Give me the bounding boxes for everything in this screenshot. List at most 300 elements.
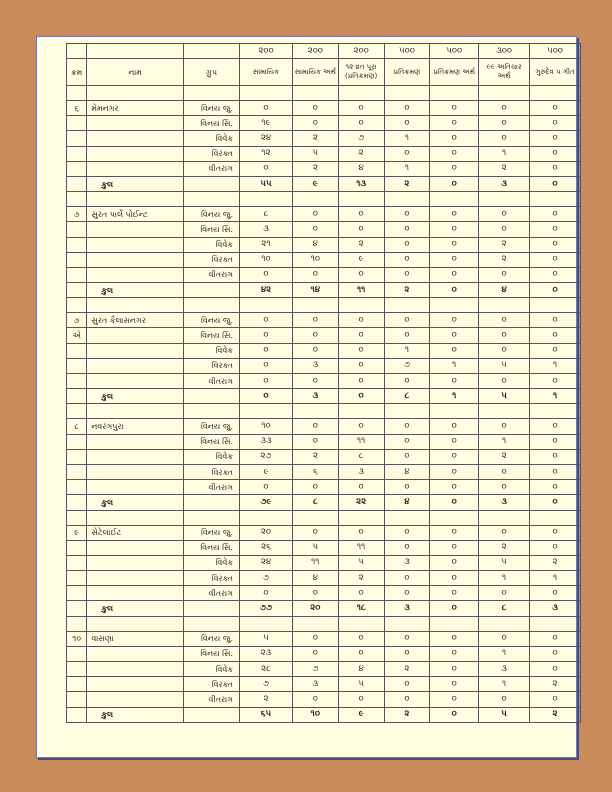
center-name: મેમનગર: [87, 101, 184, 116]
value-cell: ૦: [384, 146, 430, 161]
value-cell: ૦: [430, 146, 479, 161]
value-cell: ૦: [479, 101, 530, 116]
value-cell: ૦: [292, 631, 338, 646]
column-header: ગુરુદેવ ૫ ગીત: [530, 59, 581, 86]
total-value-cell: ૨: [384, 176, 430, 191]
value-cell: ૦: [240, 374, 293, 389]
value-cell: ૧: [384, 161, 430, 176]
points-row: [67, 44, 581, 59]
group-name: વિવેક: [184, 343, 240, 358]
center-name: નવરંગપુરા: [87, 419, 184, 434]
value-cell: ૦: [530, 480, 581, 495]
group-name: વિનય જુ.: [184, 207, 240, 222]
value-cell: ૦: [530, 252, 581, 267]
value-cell: ૨: [240, 692, 293, 707]
value-cell: ૦: [530, 267, 581, 282]
group-name: વિનય સિ.: [184, 222, 240, 237]
table-row: [67, 586, 581, 601]
value-cell: ૦: [338, 328, 384, 343]
value-cell: ૦: [384, 434, 430, 449]
value-cell: ૦: [479, 480, 530, 495]
value-cell: ૩: [292, 677, 338, 692]
column-header: ૧૨ વ્રત પૂરા (પ્રતિક્રમણ): [338, 59, 384, 86]
value-cell: ૨: [479, 161, 530, 176]
total-row: [67, 495, 581, 510]
total-value-cell: ૪: [479, 283, 530, 298]
value-cell: ૮: [338, 449, 384, 464]
table-row: [67, 101, 581, 116]
total-value-cell: ૦: [530, 283, 581, 298]
total-value-cell: ૧: [530, 389, 581, 404]
total-value-cell: ૪: [384, 495, 430, 510]
table-row: [67, 646, 581, 661]
group-name: વિનય જુ.: [184, 525, 240, 540]
value-cell: ૦: [530, 631, 581, 646]
value-cell: ૧૦: [240, 419, 293, 434]
value-cell: ૨: [338, 146, 384, 161]
value-cell: ૪: [338, 161, 384, 176]
value-cell: ૦: [240, 328, 293, 343]
group-name: વિનય સિ.: [184, 540, 240, 555]
value-cell: ૧૧: [292, 555, 338, 570]
total-value-cell: ૩: [292, 389, 338, 404]
value-cell: ૬: [292, 464, 338, 479]
value-cell: ૦: [292, 419, 338, 434]
value-cell: ૦: [479, 328, 530, 343]
total-value-cell: ૯: [338, 707, 384, 722]
value-cell: ૦: [430, 480, 479, 495]
total-value-cell: ૩: [530, 601, 581, 616]
value-cell: ૦: [240, 161, 293, 176]
total-value-cell: ૦: [430, 707, 479, 722]
value-cell: ૦: [430, 131, 479, 146]
value-cell: ૦: [338, 343, 384, 358]
table-body: [67, 86, 581, 723]
points-cell: ૫૦૦: [430, 44, 479, 59]
total-value-cell: ૨૨: [338, 495, 384, 510]
table-row: [67, 328, 581, 343]
table-row: [67, 207, 581, 222]
total-value-cell: ૦: [530, 176, 581, 191]
column-header-index: ક્રમ: [67, 59, 87, 86]
value-cell: ૦: [430, 343, 479, 358]
value-cell: ૦: [292, 646, 338, 661]
total-value-cell: ૨: [384, 707, 430, 722]
total-row: [67, 283, 581, 298]
value-cell: ૦: [430, 555, 479, 570]
value-cell: ૫: [338, 677, 384, 692]
group-name: વીતરાગ: [184, 161, 240, 176]
value-cell: ૩: [384, 555, 430, 570]
value-cell: ૨૮: [240, 662, 293, 677]
value-cell: ૦: [384, 692, 430, 707]
value-cell: ૫: [338, 555, 384, 570]
table-row: [67, 434, 581, 449]
value-cell: ૦: [384, 116, 430, 131]
value-cell: ૦: [384, 677, 430, 692]
group-name: વીતરાગ: [184, 692, 240, 707]
points-cell: ૫૦૦: [384, 44, 430, 59]
value-cell: ૦: [430, 252, 479, 267]
value-cell: ૦: [384, 449, 430, 464]
value-cell: ૦: [338, 631, 384, 646]
table-row: [67, 662, 581, 677]
total-value-cell: ૯: [292, 176, 338, 191]
value-cell: ૨: [292, 161, 338, 176]
total-value-cell: ૦: [430, 283, 479, 298]
value-cell: ૯: [338, 252, 384, 267]
points-cell: ૨૦૦: [292, 44, 338, 59]
total-value-cell: ૧૪: [292, 283, 338, 298]
value-cell: ૦: [384, 646, 430, 661]
total-value-cell: ૩: [479, 495, 530, 510]
value-cell: ૦: [338, 358, 384, 373]
value-cell: ૦: [338, 692, 384, 707]
value-cell: ૦: [338, 313, 384, 328]
value-cell: ૦: [240, 480, 293, 495]
value-cell: ૧૦: [292, 252, 338, 267]
total-value-cell: ૩: [384, 601, 430, 616]
value-cell: ૦: [338, 419, 384, 434]
row-index: ૭: [67, 207, 87, 222]
group-name: વિરક્ત: [184, 464, 240, 479]
value-cell: ૦: [530, 313, 581, 328]
value-cell: ૧: [479, 434, 530, 449]
value-cell: ૦: [430, 586, 479, 601]
value-cell: ૦: [530, 586, 581, 601]
value-cell: ૨૬: [240, 540, 293, 555]
table-row: [67, 131, 581, 146]
spacer-row: [67, 86, 581, 101]
value-cell: ૦: [384, 252, 430, 267]
table-row: [67, 252, 581, 267]
center-name: સુરત કૈલાસનગર: [87, 313, 184, 328]
total-value-cell: ૨: [530, 707, 581, 722]
value-cell: ૩: [338, 464, 384, 479]
table-row: [67, 313, 581, 328]
value-cell: ૦: [430, 116, 479, 131]
value-cell: ૨૭: [240, 449, 293, 464]
value-cell: ૪: [384, 464, 430, 479]
value-cell: ૦: [530, 449, 581, 464]
group-name: વીતરાગ: [184, 374, 240, 389]
value-cell: ૦: [384, 525, 430, 540]
value-cell: ૦: [292, 434, 338, 449]
table-row: [67, 374, 581, 389]
group-name: વિવેક: [184, 662, 240, 677]
value-cell: ૦: [292, 207, 338, 222]
value-cell: ૦: [430, 237, 479, 252]
value-cell: ૧: [530, 571, 581, 586]
total-value-cell: ૧૮: [338, 601, 384, 616]
value-cell: ૧: [479, 677, 530, 692]
column-header-group: ગ્રુપ: [184, 59, 240, 86]
value-cell: ૦: [292, 101, 338, 116]
total-value-cell: ૧૦: [292, 707, 338, 722]
total-label: કુલ: [87, 495, 184, 510]
value-cell: ૦: [338, 586, 384, 601]
value-cell: ૫: [479, 555, 530, 570]
value-cell: ૦: [530, 692, 581, 707]
value-cell: ૧: [530, 358, 581, 373]
value-cell: ૨૪: [240, 131, 293, 146]
spacer-row: [67, 298, 581, 313]
total-value-cell: ૦: [240, 389, 293, 404]
value-cell: ૦: [292, 116, 338, 131]
value-cell: ૦: [479, 222, 530, 237]
value-cell: ૦: [240, 101, 293, 116]
total-row: [67, 176, 581, 191]
value-cell: ૨૩: [240, 646, 293, 661]
total-value-cell: ૮: [384, 389, 430, 404]
value-cell: ૦: [479, 419, 530, 434]
value-cell: ૨: [530, 555, 581, 570]
table-row: [67, 480, 581, 495]
total-value-cell: ૮: [292, 495, 338, 510]
total-value-cell: ૦: [338, 389, 384, 404]
table-row: [67, 419, 581, 434]
total-value-cell: ૫: [479, 389, 530, 404]
total-row: [67, 601, 581, 616]
value-cell: ૪: [338, 662, 384, 677]
value-cell: ૦: [430, 222, 479, 237]
value-cell: ૦: [384, 222, 430, 237]
value-cell: ૦: [338, 374, 384, 389]
value-cell: ૦: [384, 101, 430, 116]
value-cell: ૦: [430, 267, 479, 282]
group-name: વિનય સિ.: [184, 116, 240, 131]
group-name: વિરક્ત: [184, 677, 240, 692]
value-cell: ૦: [384, 374, 430, 389]
row-index: ૯: [67, 525, 87, 540]
total-label: કુલ: [87, 707, 184, 722]
total-value-cell: ૦: [430, 495, 479, 510]
total-value-cell: ૪૨: [240, 283, 293, 298]
total-row: [67, 389, 581, 404]
total-value-cell: ૭૭: [240, 601, 293, 616]
value-cell: ૩: [479, 662, 530, 677]
value-cell: ૨૦: [240, 525, 293, 540]
total-value-cell: ૩: [479, 176, 530, 191]
value-cell: ૦: [530, 343, 581, 358]
row-index: એ: [67, 328, 87, 343]
group-name: વિરક્ત: [184, 146, 240, 161]
value-cell: ૦: [384, 328, 430, 343]
points-cell: ૨૦૦: [240, 44, 293, 59]
value-cell: ૦: [384, 480, 430, 495]
table-row: [67, 555, 581, 570]
total-value-cell: ૭૯: [240, 495, 293, 510]
value-cell: ૦: [479, 131, 530, 146]
value-cell: ૦: [430, 464, 479, 479]
column-header: પ્રતિક્રમણ: [384, 59, 430, 86]
group-name: વિવેક: [184, 555, 240, 570]
value-cell: ૦: [479, 464, 530, 479]
value-cell: ૦: [530, 540, 581, 555]
total-value-cell: ૫: [479, 707, 530, 722]
value-cell: ૧: [384, 343, 430, 358]
total-label: કુલ: [87, 283, 184, 298]
value-cell: ૦: [240, 343, 293, 358]
value-cell: ૦: [292, 374, 338, 389]
total-label: કુલ: [87, 389, 184, 404]
value-cell: ૦: [338, 480, 384, 495]
results-table: [66, 43, 581, 723]
table-row: [67, 449, 581, 464]
value-cell: ૦: [338, 646, 384, 661]
value-cell: ૦: [292, 267, 338, 282]
value-cell: ૦: [530, 419, 581, 434]
table-row: [67, 161, 581, 176]
value-cell: ૦: [338, 207, 384, 222]
center-name: સેટેલાઈટ: [87, 525, 184, 540]
value-cell: ૦: [479, 586, 530, 601]
row-index: ૭: [67, 313, 87, 328]
value-cell: ૦: [338, 525, 384, 540]
table-row: [67, 237, 581, 252]
value-cell: ૦: [292, 313, 338, 328]
value-cell: ૦: [530, 374, 581, 389]
row-index: ૮: [67, 419, 87, 434]
value-cell: ૦: [479, 692, 530, 707]
value-cell: ૦: [240, 586, 293, 601]
value-cell: ૨: [479, 540, 530, 555]
value-cell: ૨: [292, 449, 338, 464]
column-header: પ્રતિક્રમણ અર્થ: [430, 59, 479, 86]
value-cell: ૭: [384, 358, 430, 373]
value-cell: ૦: [479, 267, 530, 282]
value-cell: ૦: [430, 525, 479, 540]
value-cell: ૦: [384, 419, 430, 434]
value-cell: ૦: [430, 646, 479, 661]
value-cell: ૦: [292, 692, 338, 707]
group-name: વિવેક: [184, 237, 240, 252]
value-cell: ૦: [479, 631, 530, 646]
value-cell: ૦: [530, 646, 581, 661]
value-cell: ૦: [384, 631, 430, 646]
value-cell: ૨: [479, 252, 530, 267]
value-cell: ૫: [292, 146, 338, 161]
table-row: [67, 692, 581, 707]
value-cell: ૦: [292, 525, 338, 540]
value-cell: ૦: [338, 222, 384, 237]
value-cell: ૩: [240, 222, 293, 237]
points-cell: ૨૦૦: [338, 44, 384, 59]
table-row: [67, 146, 581, 161]
row-index: ૧૦: [67, 631, 87, 646]
value-cell: ૦: [384, 207, 430, 222]
value-cell: ૫: [240, 631, 293, 646]
group-name: વિવેક: [184, 131, 240, 146]
total-value-cell: ૧૧: [338, 283, 384, 298]
group-name: વીતરાગ: [184, 480, 240, 495]
total-value-cell: ૧: [430, 389, 479, 404]
value-cell: ૦: [384, 586, 430, 601]
value-cell: ૦: [430, 540, 479, 555]
value-cell: ૧: [384, 131, 430, 146]
value-cell: ૭: [292, 662, 338, 677]
value-cell: ૧૦: [240, 252, 293, 267]
value-cell: ૦: [530, 101, 581, 116]
value-cell: ૮: [240, 207, 293, 222]
value-cell: ૦: [430, 631, 479, 646]
group-name: વિનય સિ.: [184, 328, 240, 343]
value-cell: ૦: [338, 116, 384, 131]
value-cell: ૦: [479, 343, 530, 358]
total-label: કુલ: [87, 176, 184, 191]
value-cell: ૨: [292, 131, 338, 146]
row-index: ૬: [67, 101, 87, 116]
value-cell: ૨: [384, 662, 430, 677]
total-value-cell: ૮: [479, 601, 530, 616]
total-value-cell: ૦: [530, 495, 581, 510]
value-cell: ૦: [430, 662, 479, 677]
value-cell: ૯: [240, 464, 293, 479]
value-cell: ૦: [292, 328, 338, 343]
value-cell: ૦: [240, 267, 293, 282]
value-cell: ૦: [240, 313, 293, 328]
spacer-row: [67, 616, 581, 631]
value-cell: ૦: [479, 374, 530, 389]
value-cell: ૫: [292, 540, 338, 555]
report-page: [36, 36, 577, 758]
table-row: [67, 540, 581, 555]
center-name: સુરત પાર્લે પોઈન્ટ: [87, 207, 184, 222]
value-cell: ૦: [384, 540, 430, 555]
table-row: [67, 631, 581, 646]
value-cell: ૨: [338, 571, 384, 586]
value-cell: ૧: [430, 358, 479, 373]
points-cell: ૩૦૦: [479, 44, 530, 59]
total-value-cell: ૦: [430, 176, 479, 191]
value-cell: ૨: [338, 237, 384, 252]
value-cell: ૧૧: [338, 540, 384, 555]
group-name: વિનય સિ.: [184, 434, 240, 449]
value-cell: ૦: [530, 434, 581, 449]
value-cell: ૦: [430, 161, 479, 176]
spacer-row: [67, 404, 581, 419]
table-row: [67, 464, 581, 479]
total-label: કુલ: [87, 601, 184, 616]
table-row: [67, 222, 581, 237]
group-name: વીતરાગ: [184, 267, 240, 282]
value-cell: ૦: [292, 343, 338, 358]
table-row: [67, 358, 581, 373]
value-cell: ૦: [384, 237, 430, 252]
table-row: [67, 677, 581, 692]
value-cell: ૪: [292, 237, 338, 252]
total-row: [67, 707, 581, 722]
value-cell: ૧: [479, 646, 530, 661]
value-cell: ૦: [430, 313, 479, 328]
group-name: વિરક્ત: [184, 571, 240, 586]
column-header-row: [67, 59, 581, 86]
total-value-cell: ૧૩: [338, 176, 384, 191]
value-cell: ૦: [530, 161, 581, 176]
value-cell: ૩૩: [240, 434, 293, 449]
value-cell: ૦: [240, 358, 293, 373]
value-cell: ૦: [430, 692, 479, 707]
value-cell: ૧: [479, 146, 530, 161]
value-cell: ૦: [384, 313, 430, 328]
value-cell: ૧: [479, 571, 530, 586]
group-name: વિનય જુ.: [184, 313, 240, 328]
column-header-name: નામ: [87, 59, 184, 86]
points-cell: ૫૦૦: [530, 44, 581, 59]
value-cell: ૦: [384, 571, 430, 586]
value-cell: ૨: [530, 677, 581, 692]
value-cell: ૦: [530, 525, 581, 540]
